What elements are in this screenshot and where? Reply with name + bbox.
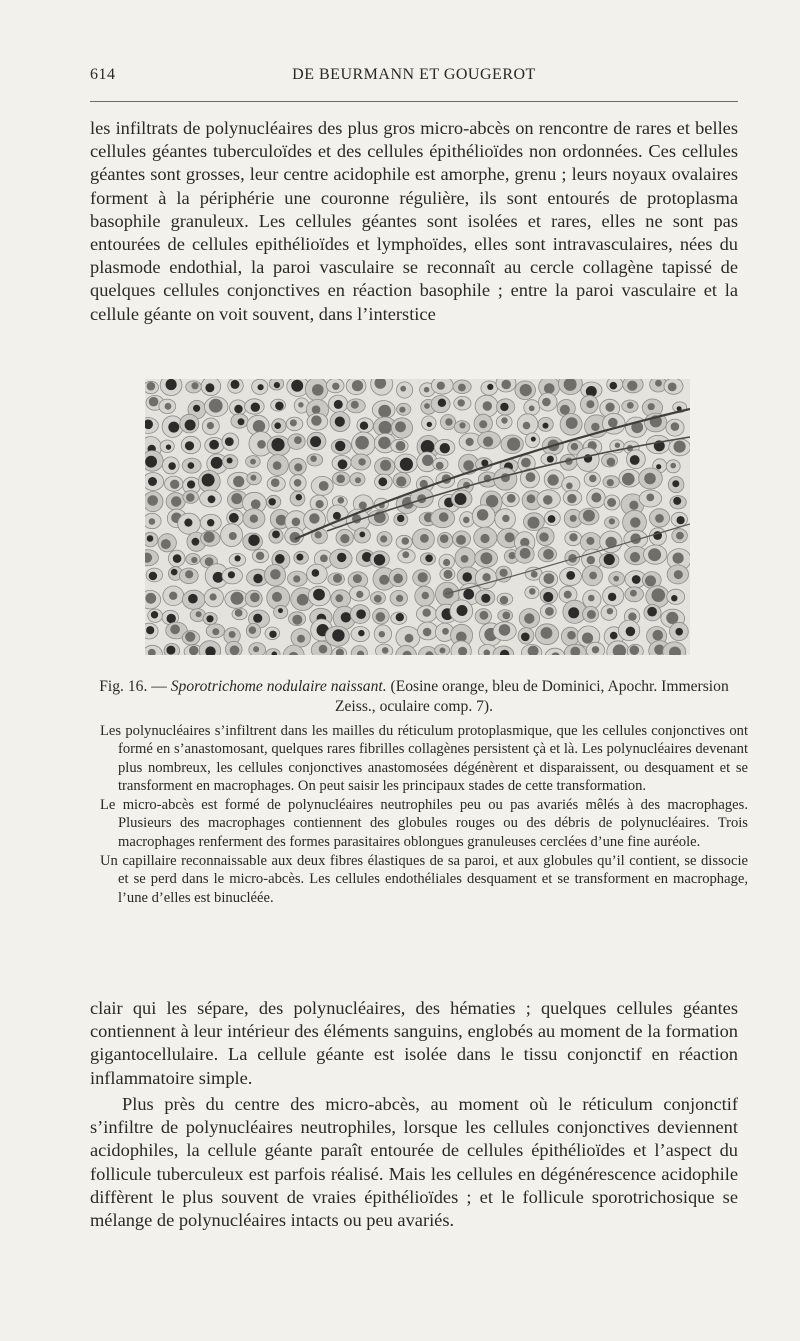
figure-title: Sporotrichome nodulaire naissant. — [170, 678, 387, 695]
figure-label: Fig. 16. — — [99, 678, 167, 695]
body-paragraph-1: les infiltrats de polynucléaires des plus gros micro-abcès on rencontre de rares et belles cellules géantes tuberculoïdes et des cellules épithélioïdes non ordonnées. Ces cellules géantes sont grosses, leur centre acidophile est amorphe, grenu ; leurs noyaux ovalaires forment à la périphérie une couronne régulière, ils sont entourés de protoplasma basophile granuleux. Les cellules géantes sont isolées et rares, elles ne sont pas entourées de cellules epithélioïdes et lymphoïdes, elles sont intravasculaires, nées du plasmode endothial, la paroi vasculaire se reconnaît au cercle collagène tapissé de quelques cellules conjonctives en réaction basophile ; entre la paroi vasculaire et la cellule géante on voit souvent, dans l’interstice — [90, 118, 738, 324]
body-paragraph-3: Plus près du centre des micro-abcès, au moment où le réticulum conjonctif s’infiltre de polynucléaires neutrophiles, lorsque les cellules conjonctives deviennent acidophiles, la cellule géante paraît entourée de cellules épithélioïdes et l’aspect du follicule tuberculeux est parfois réalisé. Mais les cellules en dégénérescence acidophile diffèrent le plus souvent de vraies épithélioïdes ; et le follicule sporotrichosique se mélange de polynucléaires intacts ou peu avariés. — [90, 1094, 738, 1231]
legend-paragraph-2: Le micro-abcès est formé de polynucléaires neutrophiles peu ou pas avariés mêlés à des macrophages. Plusieurs des macrophages contiennent des globules rouges ou des débris de polynucléaires. Trois macrophages renferment des formes parasitaires oblongues granuleuses cerclées d’une fine auréole. — [100, 797, 748, 850]
page-number: 614 — [90, 66, 116, 83]
header-rule — [90, 101, 738, 102]
histology-figure — [145, 379, 690, 655]
figure-legend — [100, 722, 748, 908]
legend-paragraph-1: Les polynucléaires s’infiltrent dans les mailles du réticulum protoplasmique, que les cellules conjonctives ont formé en s’anastomosant, quelques rares fibrilles collagènes persistent çà et là. Les polynucléaires devenant plus nombreux, les cellules conjonctives anastomosées dégénèrent et disparaissent, ou desquament et se transforment en macrophages. On peut saisir les principaux stades de cette transformation. — [100, 723, 748, 794]
figure-caption — [90, 677, 738, 716]
running-title: DE BEURMANN ET GOUGEROT — [292, 66, 536, 83]
figure-details: (Eosine orange, bleu de Dominici, Apochr. Immersion Zeiss., oculaire comp. 7). — [334, 678, 729, 715]
legend-paragraph-3: Un capillaire reconnaissable aux deux fibres élastiques de sa paroi, et aux globules qu’il contient, se dissocie et se perd dans le micro-abcès. Les cellules endothéliales desquament et se transforment en macrophage, l’une d’elles est binucléée. — [100, 853, 748, 906]
page-header — [90, 66, 738, 90]
micrograph-illustration — [145, 379, 690, 655]
body-paragraph-2: clair qui les sépare, des polynucléaires, des hématies ; quelques cellules géantes contiennent à leur intérieur des éléments sanguins, englobés au moment de la formation gigantocellulaire. La cellule géante est isolée dans le tissu conjonctif en réaction inflammatoire simple. — [90, 998, 738, 1088]
